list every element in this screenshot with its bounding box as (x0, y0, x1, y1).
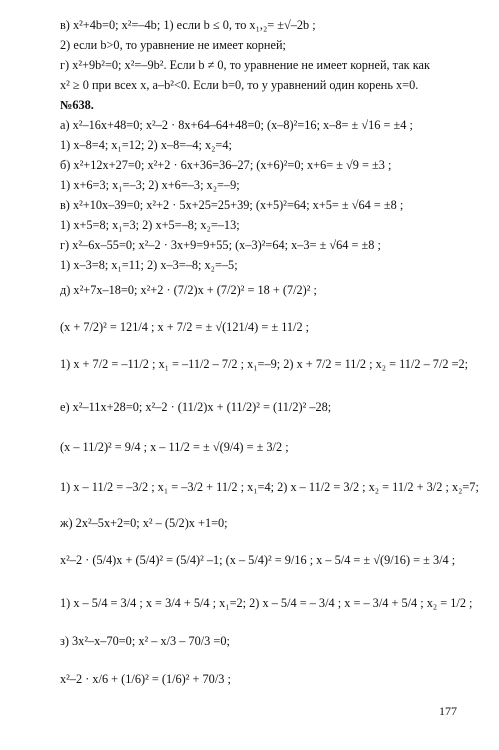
text-line: а) x²–16x+48=0; x²–2 · 8x+64–64+48=0; (x–8)²=16; x–8= ± √16 = ±4 ; (60, 118, 413, 132)
text-line: г) x²+9b²=0; x²=–9b². Если b ≠ 0, то уравнение не имеет корней, так как (60, 58, 430, 72)
formula-line: 1) x + 7/2 = –11/2 ; x₁ = –11/2 – 7/2 ; x₁=–9; 2) x + 7/2 = 11/2 ; x₂ = 11/2 – 7/2 =2; (60, 357, 469, 371)
text-line: x² ≥ 0 при всех x, a–b²<0. Если b=0, то у уравнений один корень x=0. (60, 78, 419, 92)
text-line: 1) x+5=8; x₁=3; 2) x+5=–8; x₂=–13; (60, 218, 240, 232)
text-line: 1) x–3=8; x₁=11; 2) x–3=–8; x₂=–5; (60, 258, 238, 272)
text-line: в) x²+4b=0; x²=–4b; 1) если b ≤ 0, то x₁,₂= ±√–2b ; (60, 18, 316, 32)
formula-line: е) x²–11x+28=0; x²–2 · (11/2)x + (11/2)² = (11/2)² –28; (60, 400, 332, 414)
formula-line: x²–2 · (5/4)x + (5/4)² = (5/4)² –1; (x – 5/4)² = 9/16 ; x – 5/4 = ± √(9/16) = ± 3/4 ; (60, 553, 456, 567)
formula-line: 1) x – 11/2 = –3/2 ; x₁ = –3/2 + 11/2 ; x₁=4; 2) x – 11/2 = 3/2 ; x₂ = 11/2 + 3/2 ; x₂=7; (60, 480, 479, 494)
text-line: 1) x+6=3; x₁=–3; 2) x+6=–3; x₂=–9; (60, 178, 240, 192)
formula-line: (x + 7/2)² = 121/4 ; x + 7/2 = ± √(121/4) = ± 11/2 ; (60, 320, 310, 334)
page-number: 177 (439, 704, 457, 718)
text-line: 1) x–8=4; x₁=12; 2) x–8=–4; x₂=4; (60, 138, 232, 152)
formula-line: x²–2 · x/6 + (1/6)² = (1/6)² + 70/3 ; (60, 672, 231, 686)
formula-line: ж) 2x²–5x+2=0; x² – (5/2)x +1=0; (60, 516, 228, 530)
problem-number-heading: №638. (60, 98, 94, 112)
text-line: 2) если b>0, то уравнение не имеет корней; (60, 38, 286, 52)
text-line: г) x²–6x–55=0; x²–2 · 3x+9=9+55; (x–3)²=64; x–3= ± √64 = ±8 ; (60, 238, 381, 252)
formula-line: д) x²+7x–18=0; x²+2 · (7/2)x + (7/2)² = 18 + (7/2)² ; (60, 283, 317, 297)
formula-line: 1) x – 5/4 = 3/4 ; x = 3/4 + 5/4 ; x₁=2; 2) x – 5/4 = – 3/4 ; x = – 3/4 + 5/4 ; x₂ = 1/2 ; (60, 596, 473, 610)
formula-line: (x – 11/2)² = 9/4 ; x – 11/2 = ± √(9/4) = ± 3/2 ; (60, 440, 289, 454)
formula-line: з) 3x²–x–70=0; x² – x/3 – 70/3 =0; (60, 634, 230, 648)
text-line: в) x²+10x–39=0; x²+2 · 5x+25=25+39; (x+5)²=64; x+5= ± √64 = ±8 ; (60, 198, 404, 212)
text-line: б) x²+12x+27=0; x²+2 · 6x+36=36–27; (x+6)²=0; x+6= ± √9 = ±3 ; (60, 158, 392, 172)
